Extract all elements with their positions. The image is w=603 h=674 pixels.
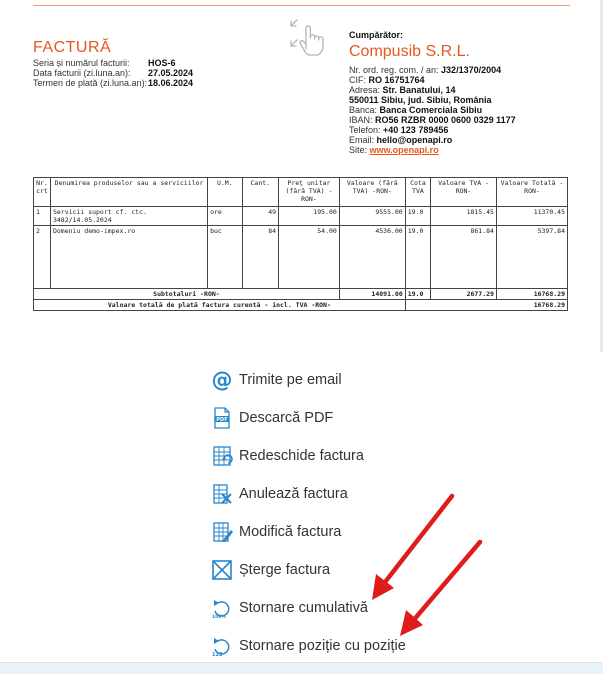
cell-vat-value: 1815.45	[431, 207, 497, 226]
buyer-phone-value: +40 123 789456	[383, 125, 449, 135]
cell-value: 4536.00	[339, 226, 405, 289]
cell-um: buc	[208, 226, 242, 289]
buyer-address-line2: 550011 Sibiu, jud. Sibiu, România	[349, 95, 492, 105]
reopen-icon	[211, 445, 233, 467]
table-row	[34, 226, 568, 289]
cell-name: Domeniu demo-impex.ro	[50, 226, 207, 289]
reopen-invoice-label: Redeschide factura	[239, 448, 364, 464]
th-qty: Cant.	[242, 178, 278, 207]
grand-total-value: 16768.29	[405, 300, 567, 311]
buyer-info	[349, 30, 516, 155]
cell-vat-value: 861.84	[431, 226, 497, 289]
cell-total: 11370.45	[496, 207, 567, 226]
cell-vat-rate: 19.0	[405, 207, 430, 226]
red-arrow-icon	[372, 496, 452, 600]
grand-total-row	[34, 300, 568, 311]
subtotal-row	[34, 289, 568, 300]
top-divider	[33, 5, 570, 6]
annotation-arrows	[360, 490, 500, 650]
edit-invoice-icon	[211, 521, 233, 543]
buyer-bank-row	[349, 105, 516, 115]
svg-text:123: 123	[212, 652, 223, 657]
download-pdf-button[interactable]	[211, 404, 451, 432]
invoice-number-label: Seria și numărul facturii:	[33, 58, 130, 68]
cancel-invoice-icon	[211, 483, 233, 505]
buyer-name: Compusib S.R.L.	[349, 43, 470, 60]
buyer-site-label: Site:	[349, 145, 370, 155]
th-nr: Nr. crt	[34, 178, 51, 207]
th-vat-value: Valoare TVA -RON-	[431, 178, 497, 207]
buyer-email-label: Email:	[349, 135, 377, 145]
storno-cumulative-icon	[211, 597, 233, 619]
cancel-invoice-label: Anulează factura	[239, 486, 348, 502]
cell-price: 54.00	[279, 226, 340, 289]
buyer-email-value: hello@openapi.ro	[376, 135, 453, 145]
invoice-date-label: Data facturii (zi.luna.an):	[33, 68, 131, 78]
subtotal-total: 16768.29	[496, 289, 567, 300]
buyer-reg-value: J32/1370/2004	[441, 65, 502, 75]
invoice-number-row	[33, 58, 193, 68]
svg-text:PDF: PDF	[216, 417, 228, 423]
buyer-heading: Cumpărător:	[349, 30, 404, 40]
invoice-items-table	[33, 177, 568, 311]
subtotal-vat: 2677.29	[431, 289, 497, 300]
buyer-address-row	[349, 85, 516, 95]
subtotal-vat-rate: 19.0	[405, 289, 430, 300]
subtotal-value: 14091.00	[339, 289, 405, 300]
buyer-cif-value: RO 16751764	[368, 75, 425, 85]
due-date-value: 18.06.2024	[148, 78, 194, 88]
th-vat-rate: Cota TVA	[405, 178, 430, 207]
pdf-icon	[211, 407, 233, 429]
invoice-date-row	[33, 68, 193, 78]
buyer-cif-label: CIF:	[349, 75, 369, 85]
delete-invoice-label: Șterge factura	[239, 562, 331, 578]
cell-total: 5397.84	[496, 226, 567, 289]
buyer-cif-row	[349, 75, 516, 85]
buyer-bank-value: Banca Comerciala Sibiu	[379, 105, 483, 115]
buyer-bank-label: Banca:	[349, 105, 380, 115]
cell-name: Servicii suport cf. ctc. 3482/14.05.2024	[50, 207, 207, 226]
buyer-reg-label: Nr. ord. reg. com. / an:	[349, 65, 442, 75]
svg-text:@: @	[211, 369, 233, 391]
cell-um: ore	[208, 207, 242, 226]
th-value: Valoare (fără TVA) -RON-	[339, 178, 405, 207]
storno-position-icon	[211, 635, 233, 657]
storno-position-label: Stornare poziție cu poziție	[239, 638, 406, 654]
cell-qty: 49	[242, 207, 278, 226]
send-email-label: Trimite pe email	[239, 372, 342, 388]
th-price: Preț unitar (fără TVA) -RON-	[279, 178, 340, 207]
reopen-invoice-button[interactable]	[211, 442, 451, 470]
subtotal-label: Subtotaluri -RON-	[34, 289, 340, 300]
bottom-bar	[0, 662, 603, 674]
invoice-meta	[33, 58, 193, 88]
invoice-title: FACTURĂ	[33, 39, 112, 56]
cell-nr: 1	[34, 207, 51, 226]
buyer-iban-row	[349, 115, 516, 125]
th-total: Valoare Totală -RON-	[496, 178, 567, 207]
send-email-button[interactable]	[211, 366, 451, 394]
buyer-reg-row	[349, 65, 516, 75]
edit-invoice-label: Modifică factura	[239, 524, 342, 540]
table-row	[34, 207, 568, 226]
buyer-site-row	[349, 145, 516, 155]
red-arrow-icon	[400, 542, 480, 636]
grand-total-label: Valoare totală de plată factura curentă - incl. TVA -RON-	[34, 300, 406, 311]
cell-price: 195.00	[279, 207, 340, 226]
buyer-iban-label: IBAN:	[349, 115, 376, 125]
buyer-address-value: Str. Banatului, 14	[382, 85, 456, 95]
due-date-label: Termen de plată (zi.luna.an):	[33, 78, 148, 88]
invoice-number-value: HOS-6	[148, 58, 176, 68]
buyer-address-line2-row	[349, 95, 516, 105]
svg-text:100%: 100%	[212, 615, 226, 619]
cell-nr: 2	[34, 226, 51, 289]
delete-invoice-icon	[211, 559, 233, 581]
table-header-row	[34, 178, 568, 207]
cell-qty: 84	[242, 226, 278, 289]
th-name: Denumirea produselor sau a serviciilor	[50, 178, 207, 207]
buyer-iban-value: RO56 RZBR 0000 0600 0329 1177	[375, 115, 516, 125]
swipe-gesture-icon	[288, 16, 330, 56]
email-at-icon	[211, 369, 233, 391]
due-date-row	[33, 78, 193, 88]
invoice-date-value: 27.05.2024	[148, 68, 194, 78]
th-um: U.M.	[208, 178, 242, 207]
buyer-site-link[interactable]: www.openapi.ro	[369, 145, 439, 155]
download-pdf-label: Descarcă PDF	[239, 410, 334, 426]
buyer-phone-row	[349, 125, 516, 135]
cell-vat-rate: 19.0	[405, 226, 430, 289]
cell-value: 9555.00	[339, 207, 405, 226]
buyer-address-label: Adresa:	[349, 85, 383, 95]
storno-cumulative-label: Stornare cumulativă	[239, 600, 368, 616]
buyer-phone-label: Telefon:	[349, 125, 384, 135]
buyer-email-row	[349, 135, 516, 145]
